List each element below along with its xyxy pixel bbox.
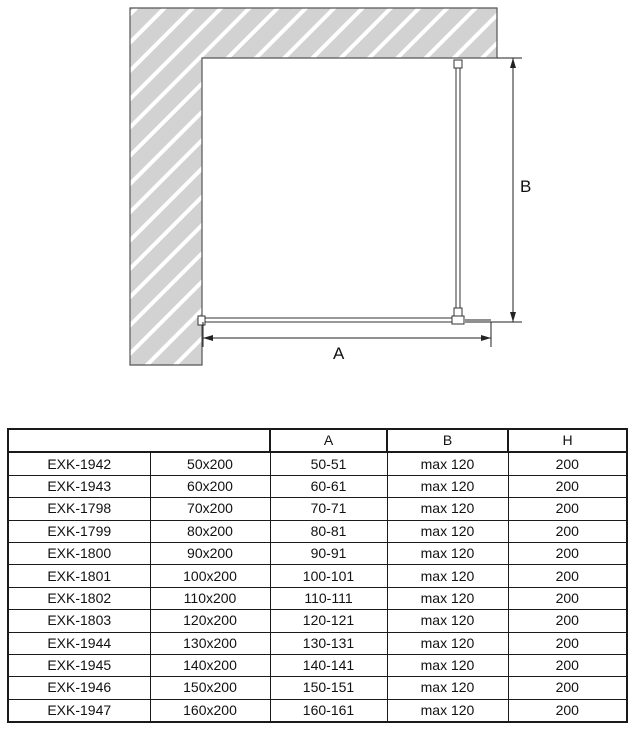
cell-b: max 120 [387, 498, 508, 520]
table-row [8, 565, 627, 587]
spec-table [7, 428, 628, 723]
cell-h: 200 [508, 632, 627, 654]
table-row [8, 677, 627, 699]
cell-h: 200 [508, 520, 627, 542]
cell-code: EXK-1943 [8, 475, 150, 497]
cell-size: 60x200 [150, 475, 270, 497]
cell-b: max 120 [387, 610, 508, 632]
header-b: B [387, 429, 508, 452]
cell-code: EXK-1799 [8, 520, 150, 542]
cell-size: 150x200 [150, 677, 270, 699]
cell-a: 120-121 [270, 610, 387, 632]
cell-code: EXK-1800 [8, 542, 150, 564]
cell-a: 110-111 [270, 587, 387, 609]
cell-size: 120x200 [150, 610, 270, 632]
cell-size: 50x200 [150, 452, 270, 475]
cell-h: 200 [508, 475, 627, 497]
cell-a: 130-131 [270, 632, 387, 654]
cell-b: max 120 [387, 699, 508, 722]
cell-a: 160-161 [270, 699, 387, 722]
cell-size: 160x200 [150, 699, 270, 722]
wall-section [130, 8, 497, 365]
cell-a: 100-101 [270, 565, 387, 587]
header-a: A [270, 429, 387, 452]
dimension-b [465, 58, 531, 322]
cell-b: max 120 [387, 677, 508, 699]
table-row [8, 542, 627, 564]
cell-size: 130x200 [150, 632, 270, 654]
cell-h: 200 [508, 587, 627, 609]
cell-h: 200 [508, 610, 627, 632]
table-row [8, 654, 627, 676]
table-row [8, 632, 627, 654]
cell-code: EXK-1947 [8, 699, 150, 722]
table-row [8, 475, 627, 497]
dimension-a [203, 320, 491, 363]
cell-b: max 120 [387, 654, 508, 676]
front-glass-panel [198, 316, 455, 325]
table-body [8, 452, 627, 722]
side-glass-panel [452, 60, 464, 324]
cell-b: max 120 [387, 542, 508, 564]
dimension-a-label: A [333, 344, 345, 363]
cell-a: 140-141 [270, 654, 387, 676]
cell-b: max 120 [387, 520, 508, 542]
cell-h: 200 [508, 452, 627, 475]
cell-h: 200 [508, 542, 627, 564]
cell-h: 200 [508, 654, 627, 676]
header-h: H [508, 429, 627, 452]
cell-b: max 120 [387, 587, 508, 609]
table-row [8, 699, 627, 722]
cell-b: max 120 [387, 452, 508, 475]
cell-code: EXK-1942 [8, 452, 150, 475]
table-row [8, 452, 627, 475]
cell-h: 200 [508, 498, 627, 520]
header-model [8, 429, 270, 452]
cell-size: 90x200 [150, 542, 270, 564]
cell-a: 50-51 [270, 452, 387, 475]
cell-size: 140x200 [150, 654, 270, 676]
cell-code: EXK-1802 [8, 587, 150, 609]
cell-code: EXK-1945 [8, 654, 150, 676]
table-row [8, 610, 627, 632]
cell-size: 100x200 [150, 565, 270, 587]
cell-a: 90-91 [270, 542, 387, 564]
cell-b: max 120 [387, 565, 508, 587]
cell-a: 70-71 [270, 498, 387, 520]
cell-size: 80x200 [150, 520, 270, 542]
cell-size: 110x200 [150, 587, 270, 609]
cell-h: 200 [508, 699, 627, 722]
table-row [8, 520, 627, 542]
cell-code: EXK-1803 [8, 610, 150, 632]
table-header-row [8, 429, 627, 452]
cell-size: 70x200 [150, 498, 270, 520]
table-row [8, 587, 627, 609]
cell-code: EXK-1798 [8, 498, 150, 520]
cell-h: 200 [508, 565, 627, 587]
cell-h: 200 [508, 677, 627, 699]
table-row [8, 498, 627, 520]
cell-a: 60-61 [270, 475, 387, 497]
cell-code: EXK-1944 [8, 632, 150, 654]
dimension-b-label: B [520, 177, 532, 196]
cell-a: 80-81 [270, 520, 387, 542]
cell-b: max 120 [387, 475, 508, 497]
cell-b: max 120 [387, 632, 508, 654]
cell-a: 150-151 [270, 677, 387, 699]
cell-code: EXK-1801 [8, 565, 150, 587]
cell-code: EXK-1946 [8, 677, 150, 699]
